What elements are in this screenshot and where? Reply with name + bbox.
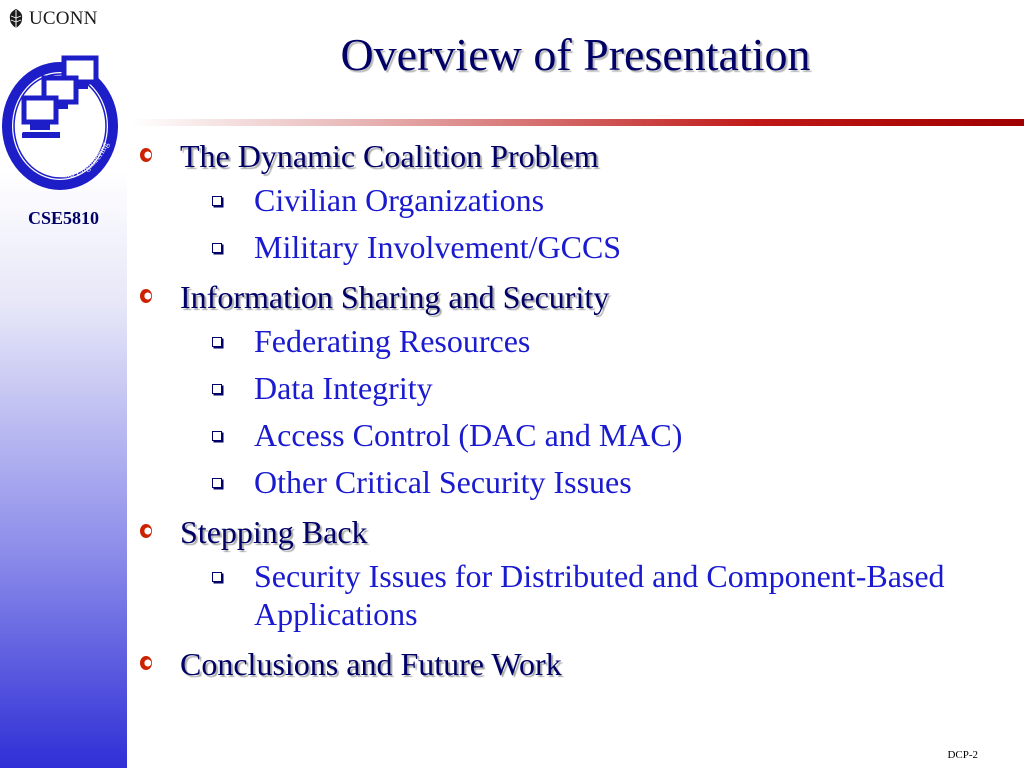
sub-bullet-label: Data Integrity xyxy=(254,370,433,406)
university-name: UCONN xyxy=(29,8,98,29)
title-divider xyxy=(130,119,1024,126)
square-bullet-icon xyxy=(212,196,222,206)
slide-title: Overview of Presentation xyxy=(340,29,811,80)
circle-bullet-icon xyxy=(140,656,152,670)
bullet-label: The Dynamic Coalition Problem xyxy=(180,138,599,174)
sub-bullet-item xyxy=(212,228,1000,266)
uconn-logo xyxy=(6,6,98,32)
bullet-item xyxy=(140,275,1000,322)
oak-leaf-icon xyxy=(6,8,26,30)
sub-bullet-item xyxy=(212,463,1000,501)
sub-bullet-item xyxy=(212,181,1000,219)
sub-bullet-item xyxy=(212,369,1000,407)
sub-bullet-item xyxy=(212,416,1000,454)
circle-bullet-icon xyxy=(140,289,152,303)
square-bullet-icon xyxy=(212,572,222,582)
bullet-label: Information Sharing and Security xyxy=(180,279,610,315)
square-bullet-icon xyxy=(212,431,222,441)
sub-bullet-label: Military Involvement/GCCS xyxy=(254,229,622,265)
bullet-label: Stepping Back xyxy=(180,514,368,550)
course-code: CSE5810 xyxy=(27,208,99,228)
sub-bullet-item xyxy=(212,322,1000,360)
cse-seal-icon xyxy=(0,36,124,194)
sub-bullet-label: Access Control (DAC and MAC) xyxy=(254,417,683,453)
sub-bullet-label: Other Critical Security Issues xyxy=(254,464,632,500)
sub-bullet-label: Security Issues for Distributed and Component-Based Applications xyxy=(254,558,945,632)
square-bullet-icon xyxy=(212,478,222,488)
slide-content xyxy=(140,134,1000,689)
bullet-item xyxy=(140,134,1000,181)
square-bullet-icon xyxy=(212,337,222,347)
square-bullet-icon xyxy=(212,384,222,394)
bullet-item xyxy=(140,510,1000,557)
sub-bullet-label: Federating Resources xyxy=(254,323,531,359)
sidebar xyxy=(0,0,127,768)
sub-bullet-item xyxy=(212,557,1000,633)
bullet-label: Conclusions and Future Work xyxy=(180,646,562,682)
page-number: DCP-2 xyxy=(947,749,978,761)
square-bullet-icon xyxy=(212,243,222,253)
sub-bullet-label: Civilian Organizations xyxy=(254,182,545,218)
svg-text:Computer Science and Engineeri: Computer Science and Engineering xyxy=(12,127,112,181)
bullet-item xyxy=(140,642,1000,689)
circle-bullet-icon xyxy=(140,148,152,162)
circle-bullet-icon xyxy=(140,524,152,538)
